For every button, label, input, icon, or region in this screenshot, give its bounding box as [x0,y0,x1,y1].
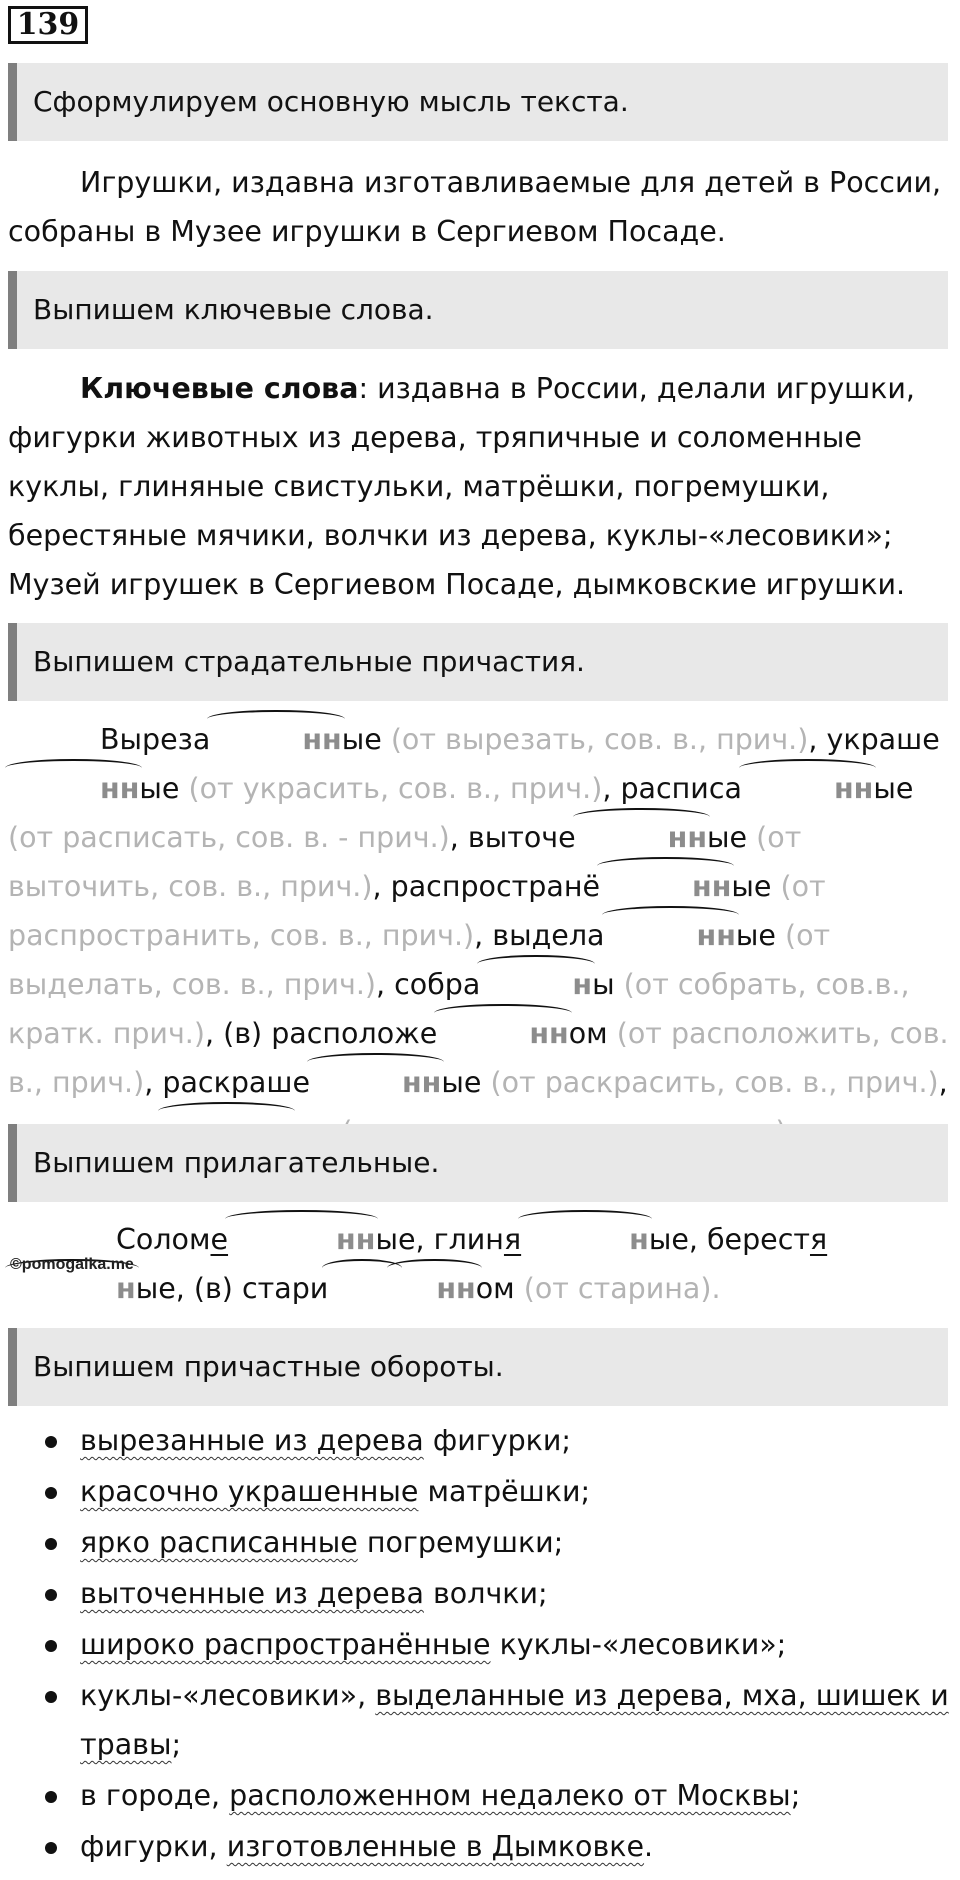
participle-word: распространё нные [391,870,772,903]
participial-phrase: широко распространённые [80,1628,491,1661]
participle-note: (от выделать, сов. в., прич.) [8,919,831,1001]
participial-phrase: выделанные из дерева, мха, шишек и травы [80,1679,949,1761]
participle-note: (от распространить, сов. в., прич.) [8,870,826,952]
participial-phrase: ярко расписанные [80,1526,358,1559]
list-item: красочно украшенные матрёшки; [0,1467,955,1516]
list-item: вырезанные из дерева фигурки; [0,1416,955,1465]
list-item: в городе, расположенном недалеко от Москвы; [0,1771,955,1820]
section-header-participles: Выпишем страдательные причастия. [8,623,948,701]
task-number: 139 [8,6,88,44]
keywords-text: : издавна в России, делали игрушки, фигурки животных из дерева, тряпичные и соломенные куклы, глиняные свистульки, матрёшки, погремушки, берестяные мячики, волчки из дерева, куклы-«лесовики»; Музей игрушек в Сергиевом Посаде, дымковские игрушки. [8,372,915,601]
participle-word: Выреза нные [100,723,382,756]
participial-phrase: вырезанные из дерева [80,1424,424,1457]
keywords-label: Ключевые слова [80,372,359,405]
participle-word: расписа нные [620,772,913,805]
keywords-paragraph [8,364,953,609]
participle-word: выточе нные [468,821,747,854]
participle-word: собра ны [394,968,614,1001]
participle-note: (от вырезать, сов. в., прич.) [390,723,809,756]
phrases-list [0,1416,955,1873]
list-item: выточенные из дерева волчки; [0,1569,955,1618]
adjective-word: (в) стари нном [194,1272,515,1305]
participle-note: (от украсить, сов. в., прич.) [188,772,603,805]
section-header-keywords: Выпишем ключевые слова. [8,271,948,349]
adjective-word: глиня ные, [434,1223,707,1256]
participle-note: (от расписать, сов. в. - прич.) [8,821,450,854]
participle-note: (от выточить, сов. в., прич.) [8,821,802,903]
participle-note: (от расположить, сов. в., прич.) [8,1017,949,1099]
participial-phrase: выточенные из дерева [80,1577,424,1610]
list-item: широко распространённые куклы-«лесовики»; [0,1620,955,1669]
section-header-adjectives: Выпишем прилагательные. [8,1124,948,1202]
adjective-word: берестяные, [8,1223,827,1305]
watermark: ©pomogalka.me [10,1256,134,1273]
participial-phrase: расположенном недалеко от Москвы [229,1779,791,1812]
participial-phrase: изготовленные в Дымковке [226,1830,645,1863]
list-item: фигурки, изготовленные в Дымковке. [0,1822,955,1871]
adjective-note: (от старина). [523,1272,721,1305]
participle-note: (от раскрасить, сов. в., прич.) [490,1066,939,1099]
participle-word: раскраше нные [162,1066,481,1099]
adjectives-paragraph [8,1215,953,1313]
participle-note: (от собрать, сов.в., кратк. прич.) [8,968,910,1050]
list-item: ярко расписанные погремушки; [0,1518,955,1567]
adjective-word: Соломе нные, [116,1223,434,1256]
participle-word: выдела нные [492,919,776,952]
section-header-phrases: Выпишем причастные обороты. [8,1328,948,1406]
participial-phrase: красочно украшенные [80,1475,419,1508]
participle-word: украшенные [8,723,940,805]
participle-word: (в) расположе нном [223,1017,608,1050]
main-idea-text: Игрушки, издавна изготавливаемые для детей в России, собраны в Музее игрушки в Сергиевом Посаде. [8,166,942,248]
participles-paragraph: Выреза нные (от вырезать, сов. в., прич.), украшенные (от украсить, сов. в., прич.), расписа нные (от расписать, сов. в. - прич.), выточе нные (от выточить, сов. в., прич.), распространё нные (от распространить, сов. в., прич.), выдела нные (от выделать, сов. в., прич.), собра ны (от собрать, сов.в., кратк. прич.), (в) расположе нном (от расположить, сов. в., прич.), раскраше нные (от раскрасить, сов. в., прич.), [8,715,953,1156]
section-header-main-idea: Сформулируем основную мысль текста. [8,63,948,141]
list-item: куклы-«лесовики», выделанные из дерева, мха, шишек и травы; [0,1671,955,1769]
